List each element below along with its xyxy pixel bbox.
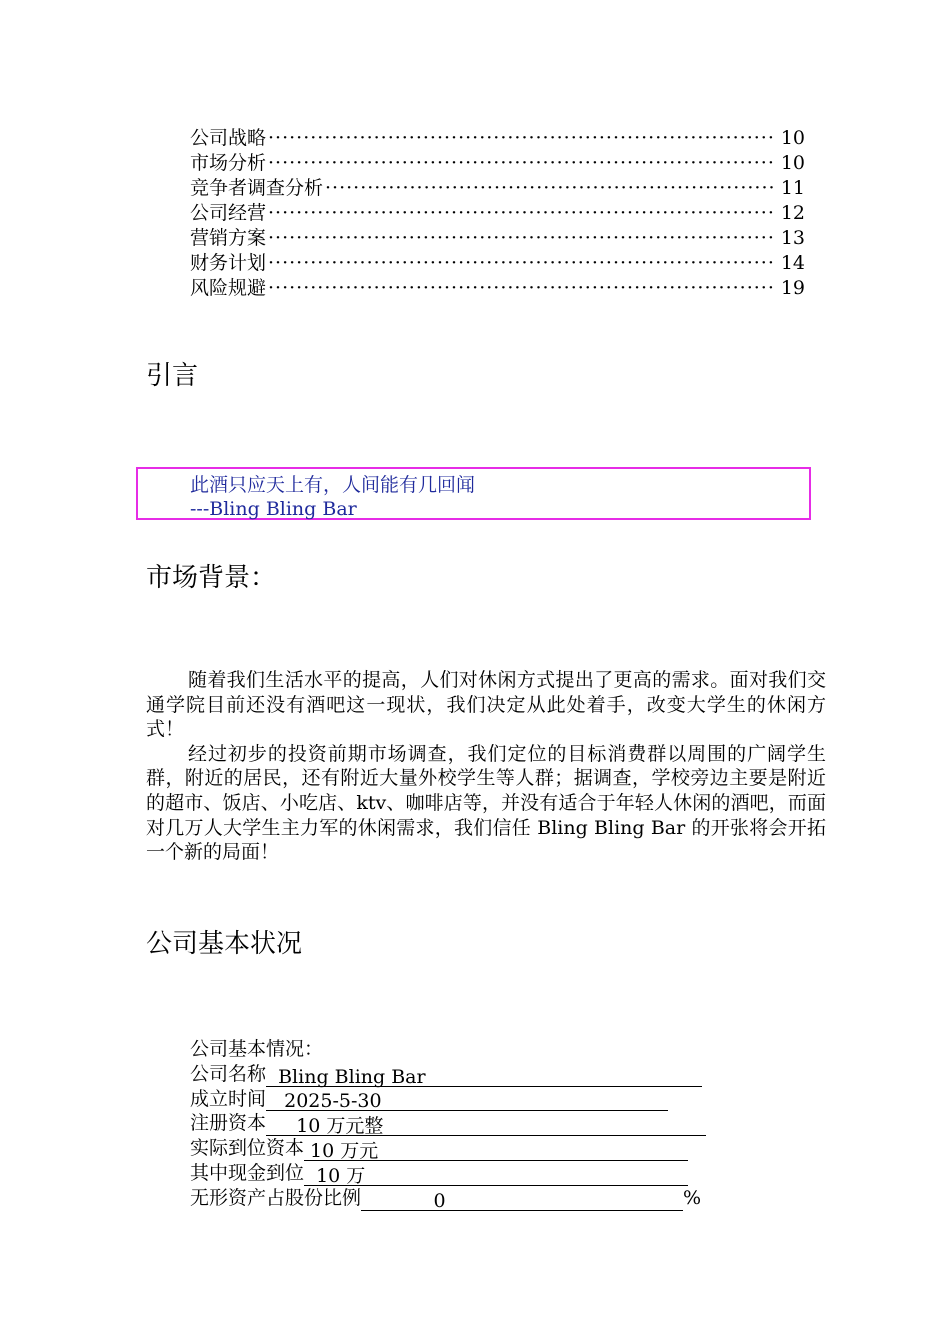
founding-date-row — [190, 1087, 750, 1112]
cash-capital-field[interactable]: 10 万 — [304, 1164, 688, 1186]
toc-leader-dots — [268, 126, 775, 151]
paid-capital-field[interactable]: 10 万元 — [304, 1139, 688, 1161]
intro-heading: 引言 — [146, 361, 199, 391]
company-name-row — [190, 1062, 750, 1087]
cash-capital-label: 其中现金到位 — [190, 1161, 305, 1184]
toc-entry-title: 营销方案 — [190, 227, 267, 249]
company-name-label: 公司名称 — [190, 1062, 267, 1085]
quote-text: 此酒只应天上有，人间能有几回闻 — [190, 474, 476, 496]
toc-entry-title: 财务计划 — [190, 252, 267, 274]
registered-capital-label: 注册资本 — [190, 1112, 267, 1135]
toc-entry-page: 11 — [780, 177, 805, 199]
market-background-body — [146, 668, 826, 865]
company-name-field[interactable]: Bling Bling Bar — [266, 1065, 702, 1087]
toc-entry[interactable] — [190, 201, 805, 226]
toc-leader-dots — [268, 276, 775, 301]
table-of-contents — [190, 126, 805, 301]
toc-entry-page: 13 — [780, 227, 805, 249]
paid-capital-label: 实际到位资本 — [190, 1137, 305, 1160]
market-background-heading: 市场背景： — [146, 563, 277, 593]
toc-entry[interactable] — [190, 251, 805, 276]
toc-leader-dots — [268, 251, 775, 276]
toc-entry[interactable] — [190, 226, 805, 251]
toc-entry-title: 风险规避 — [190, 277, 267, 299]
intangible-assets-label: 无形资产占股份比例 — [190, 1186, 362, 1209]
paragraph: 经过初步的投资前期市场调查，我们定位的目标消费群以周围的广阔学生群，附近的居民，还有附近大量外校学生等人群；据调查，学校旁边主要是附近的超市、饭店、小吃店、ktv、咖啡店等，并没有适合于年轻人休闲的酒吧，而面对几万人大学生主力军的休闲需求，我们信任 Bling Bling Bar 的开张将会开拓一个新的局面！ — [146, 742, 826, 864]
paragraph: 随着我们生活水平的提高，人们对休闲方式提出了更高的需求。面对我们交通学院目前还没有酒吧这一现状，我们决定从此处着手，改变大学生的休闲方式！ — [146, 669, 826, 741]
founding-date-label: 成立时间 — [190, 1087, 267, 1110]
toc-entry-title: 公司经营 — [190, 202, 267, 224]
intangible-assets-field[interactable]: 0 — [361, 1189, 683, 1211]
toc-entry-page: 14 — [780, 252, 805, 274]
founding-date-field[interactable]: 2025-5-30 — [266, 1089, 668, 1111]
registered-capital-row — [190, 1111, 750, 1136]
company-info-form — [190, 1037, 750, 1211]
toc-leader-dots — [268, 226, 775, 251]
toc-leader-dots — [268, 201, 775, 226]
toc-entry-page: 12 — [780, 202, 805, 224]
cash-capital-row — [190, 1161, 750, 1186]
paid-capital-row — [190, 1136, 750, 1161]
toc-entry[interactable] — [190, 276, 805, 301]
quote-box — [136, 467, 811, 520]
percent-unit: % — [683, 1186, 702, 1209]
toc-entry-page: 10 — [780, 152, 805, 174]
toc-entry[interactable] — [190, 151, 805, 176]
toc-entry-title: 公司战略 — [190, 127, 267, 149]
quote-attribution: ---Bling Bling Bar — [190, 498, 357, 520]
company-info-heading-row — [190, 1037, 750, 1062]
registered-capital-field[interactable]: 10 万元整 — [266, 1114, 706, 1136]
toc-entry-page: 19 — [780, 277, 805, 299]
intangible-assets-row — [190, 1186, 750, 1211]
toc-leader-dots — [268, 151, 775, 176]
toc-entry-page: 10 — [780, 127, 805, 149]
company-status-heading: 公司基本状况 — [146, 929, 303, 959]
toc-entry[interactable] — [190, 176, 805, 201]
toc-entry-title: 市场分析 — [190, 152, 267, 174]
toc-leader-dots — [325, 176, 775, 201]
company-info-heading: 公司基本情况： — [190, 1038, 324, 1060]
toc-entry[interactable] — [190, 126, 805, 151]
toc-entry-title: 竞争者调查分析 — [190, 177, 324, 199]
